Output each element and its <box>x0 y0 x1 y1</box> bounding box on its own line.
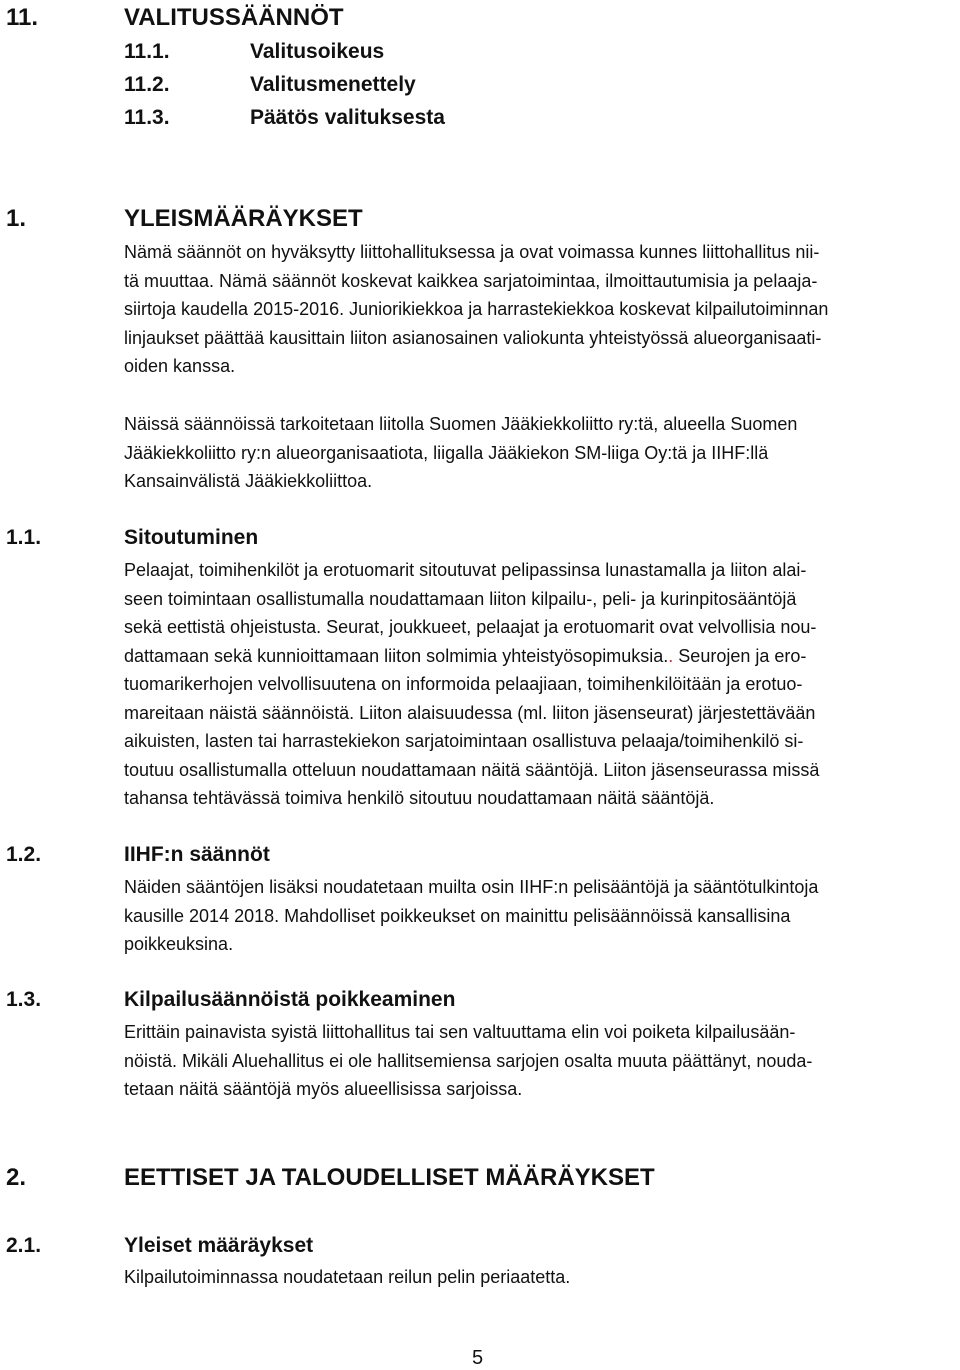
text-line: Jääkiekkoliitto ry:n alueorganisaatiota, liigalla Jääkiekon SM-liiga Oy:tä ja IIHF:llä <box>124 442 769 463</box>
text-line: Erittäin painavista syistä liittohallitus tai sen valtuuttama elin voi poiketa kilpailusään- <box>124 1022 796 1042</box>
toc-heading-number: 11. <box>6 4 39 31</box>
text-line: tä muuttaa. Nämä säännöt koskevat kaikkea sarjatoimintaa, ilmoittautumisia ja pelaaja- <box>124 270 818 291</box>
toc-heading-title: VALITUSSÄÄNNÖT <box>124 4 344 31</box>
text-line: toutuu osallistumalla otteluun noudattamaan näitä sääntöjä. Liiton jäsenseurassa missä <box>124 759 820 780</box>
text-line: linjaukset päättää kausittain liiton asianosainen valiokunta yhteistyössä alueorganisaati- <box>124 327 822 348</box>
section-1-3-title: Kilpailusäännöistä poikkeaminen <box>124 988 456 1011</box>
text-line: aikuisten, lasten tai harrastekiekon sarjatoimintaan osallistuva pelaaja/toimihenkilö si- <box>124 731 804 751</box>
section-2-title: EETTISET JA TALOUDELLISET MÄÄRÄYKSET <box>124 1164 655 1191</box>
toc-item-title: Valitusoikeus <box>250 40 385 63</box>
section-1-2-number: 1.2. <box>6 843 42 866</box>
text-line: Näissä säännöissä tarkoitetaan liitolla Suomen Jääkiekkoliitto ry:tä, alueella Suomen <box>124 414 798 434</box>
text-line: nöistä. Mikäli Aluehallitus ei ole hallitsemiensa sarjojen osalta muuta päättänyt, nouda- <box>124 1050 813 1071</box>
toc-item-title: Päätös valituksesta <box>250 106 445 129</box>
section-1-number: 1. <box>6 205 27 232</box>
text-line-mixed <box>124 642 819 671</box>
text-line: tetaan näitä sääntöjä myös alueellisissa sarjoissa. <box>124 1079 523 1099</box>
section-1-3-number: 1.3. <box>6 988 42 1011</box>
text-line: seen toimintaan osallistumalla noudattamaan liiton kilpailu-, peli- ja kurinpitosääntöjä <box>124 588 797 609</box>
text-line: kausille 2014 2018. Mahdolliset poikkeukset on mainittu pelisäännöissä kansallisina <box>124 905 791 926</box>
section-1-paragraph-1 <box>124 238 828 381</box>
text-segment: dattamaan sekä kunnioittamaan liiton solmimia yhteistyösopimuksia. <box>124 645 669 666</box>
red-period-mark: . <box>668 645 674 666</box>
section-2-number: 2. <box>6 1164 27 1191</box>
toc-item-number: 11.2. <box>124 73 170 96</box>
toc-item-number: 11.1. <box>124 40 170 63</box>
text-line: Nämä säännöt on hyväksytty liittohallituksessa ja ovat voimassa kunnes liittohallitus nii- <box>124 242 820 262</box>
section-1-title: YLEISMÄÄRÄYKSET <box>124 205 363 232</box>
section-1-1-number: 1.1. <box>6 526 42 549</box>
text-line: tuomarikerhojen velvollisuutena on informoida pelaajiaan, toimihenkilöitään ja erotuo- <box>124 674 803 694</box>
text-line: mareitaan näistä säännöistä. Liiton alaisuudessa (ml. liiton jäsenseurat) järjestettävään <box>124 702 816 723</box>
section-1-2-body <box>124 873 818 959</box>
text-line: sekä eettistä ohjeistusta. Seurat, joukkueet, pelaajat ja erotuomarit ovat velvollisia nou- <box>124 617 817 637</box>
text-line: Kilpailutoiminnassa noudatetaan reilun pelin periaatetta. <box>124 1267 571 1287</box>
text-line: Pelaajat, toimihenkilöt ja erotuomarit sitoutuvat pelipassinsa lunastamalla ja liiton alai- <box>124 560 807 580</box>
text-line: Kansainvälistä Jääkiekkoliittoa. <box>124 471 373 491</box>
section-1-1-title: Sitoutuminen <box>124 526 259 549</box>
page-number: 5 <box>472 1347 484 1369</box>
text-line: Näiden sääntöjen lisäksi noudatetaan muilta osin IIHF:n pelisääntöjä ja sääntötulkintoja <box>124 877 819 897</box>
text-line: tahansa tehtävässä toimiva henkilö sitoutuu noudattamaan näitä sääntöjä. <box>124 788 715 808</box>
section-2-1-body <box>124 1263 570 1292</box>
section-2-1-number: 2.1. <box>6 1234 42 1257</box>
section-1-paragraph-2 <box>124 410 797 496</box>
section-2-1-title: Yleiset määräykset <box>124 1234 314 1257</box>
toc-item-number: 11.3. <box>124 106 170 129</box>
toc-item-title: Valitusmenettely <box>250 73 416 96</box>
section-1-3-body <box>124 1018 812 1104</box>
text-line: siirtoja kaudella 2015-2016. Juniorikiekkoa ja harrastekiekkoa koskevat kilpailutoiminnan <box>124 299 829 319</box>
section-1-1-body <box>124 556 819 813</box>
text-segment: Seurojen ja ero- <box>678 645 807 666</box>
text-line: poikkeuksina. <box>124 934 234 954</box>
section-1-2-title: IIHF:n säännöt <box>124 843 270 866</box>
text-line: oiden kanssa. <box>124 356 236 376</box>
